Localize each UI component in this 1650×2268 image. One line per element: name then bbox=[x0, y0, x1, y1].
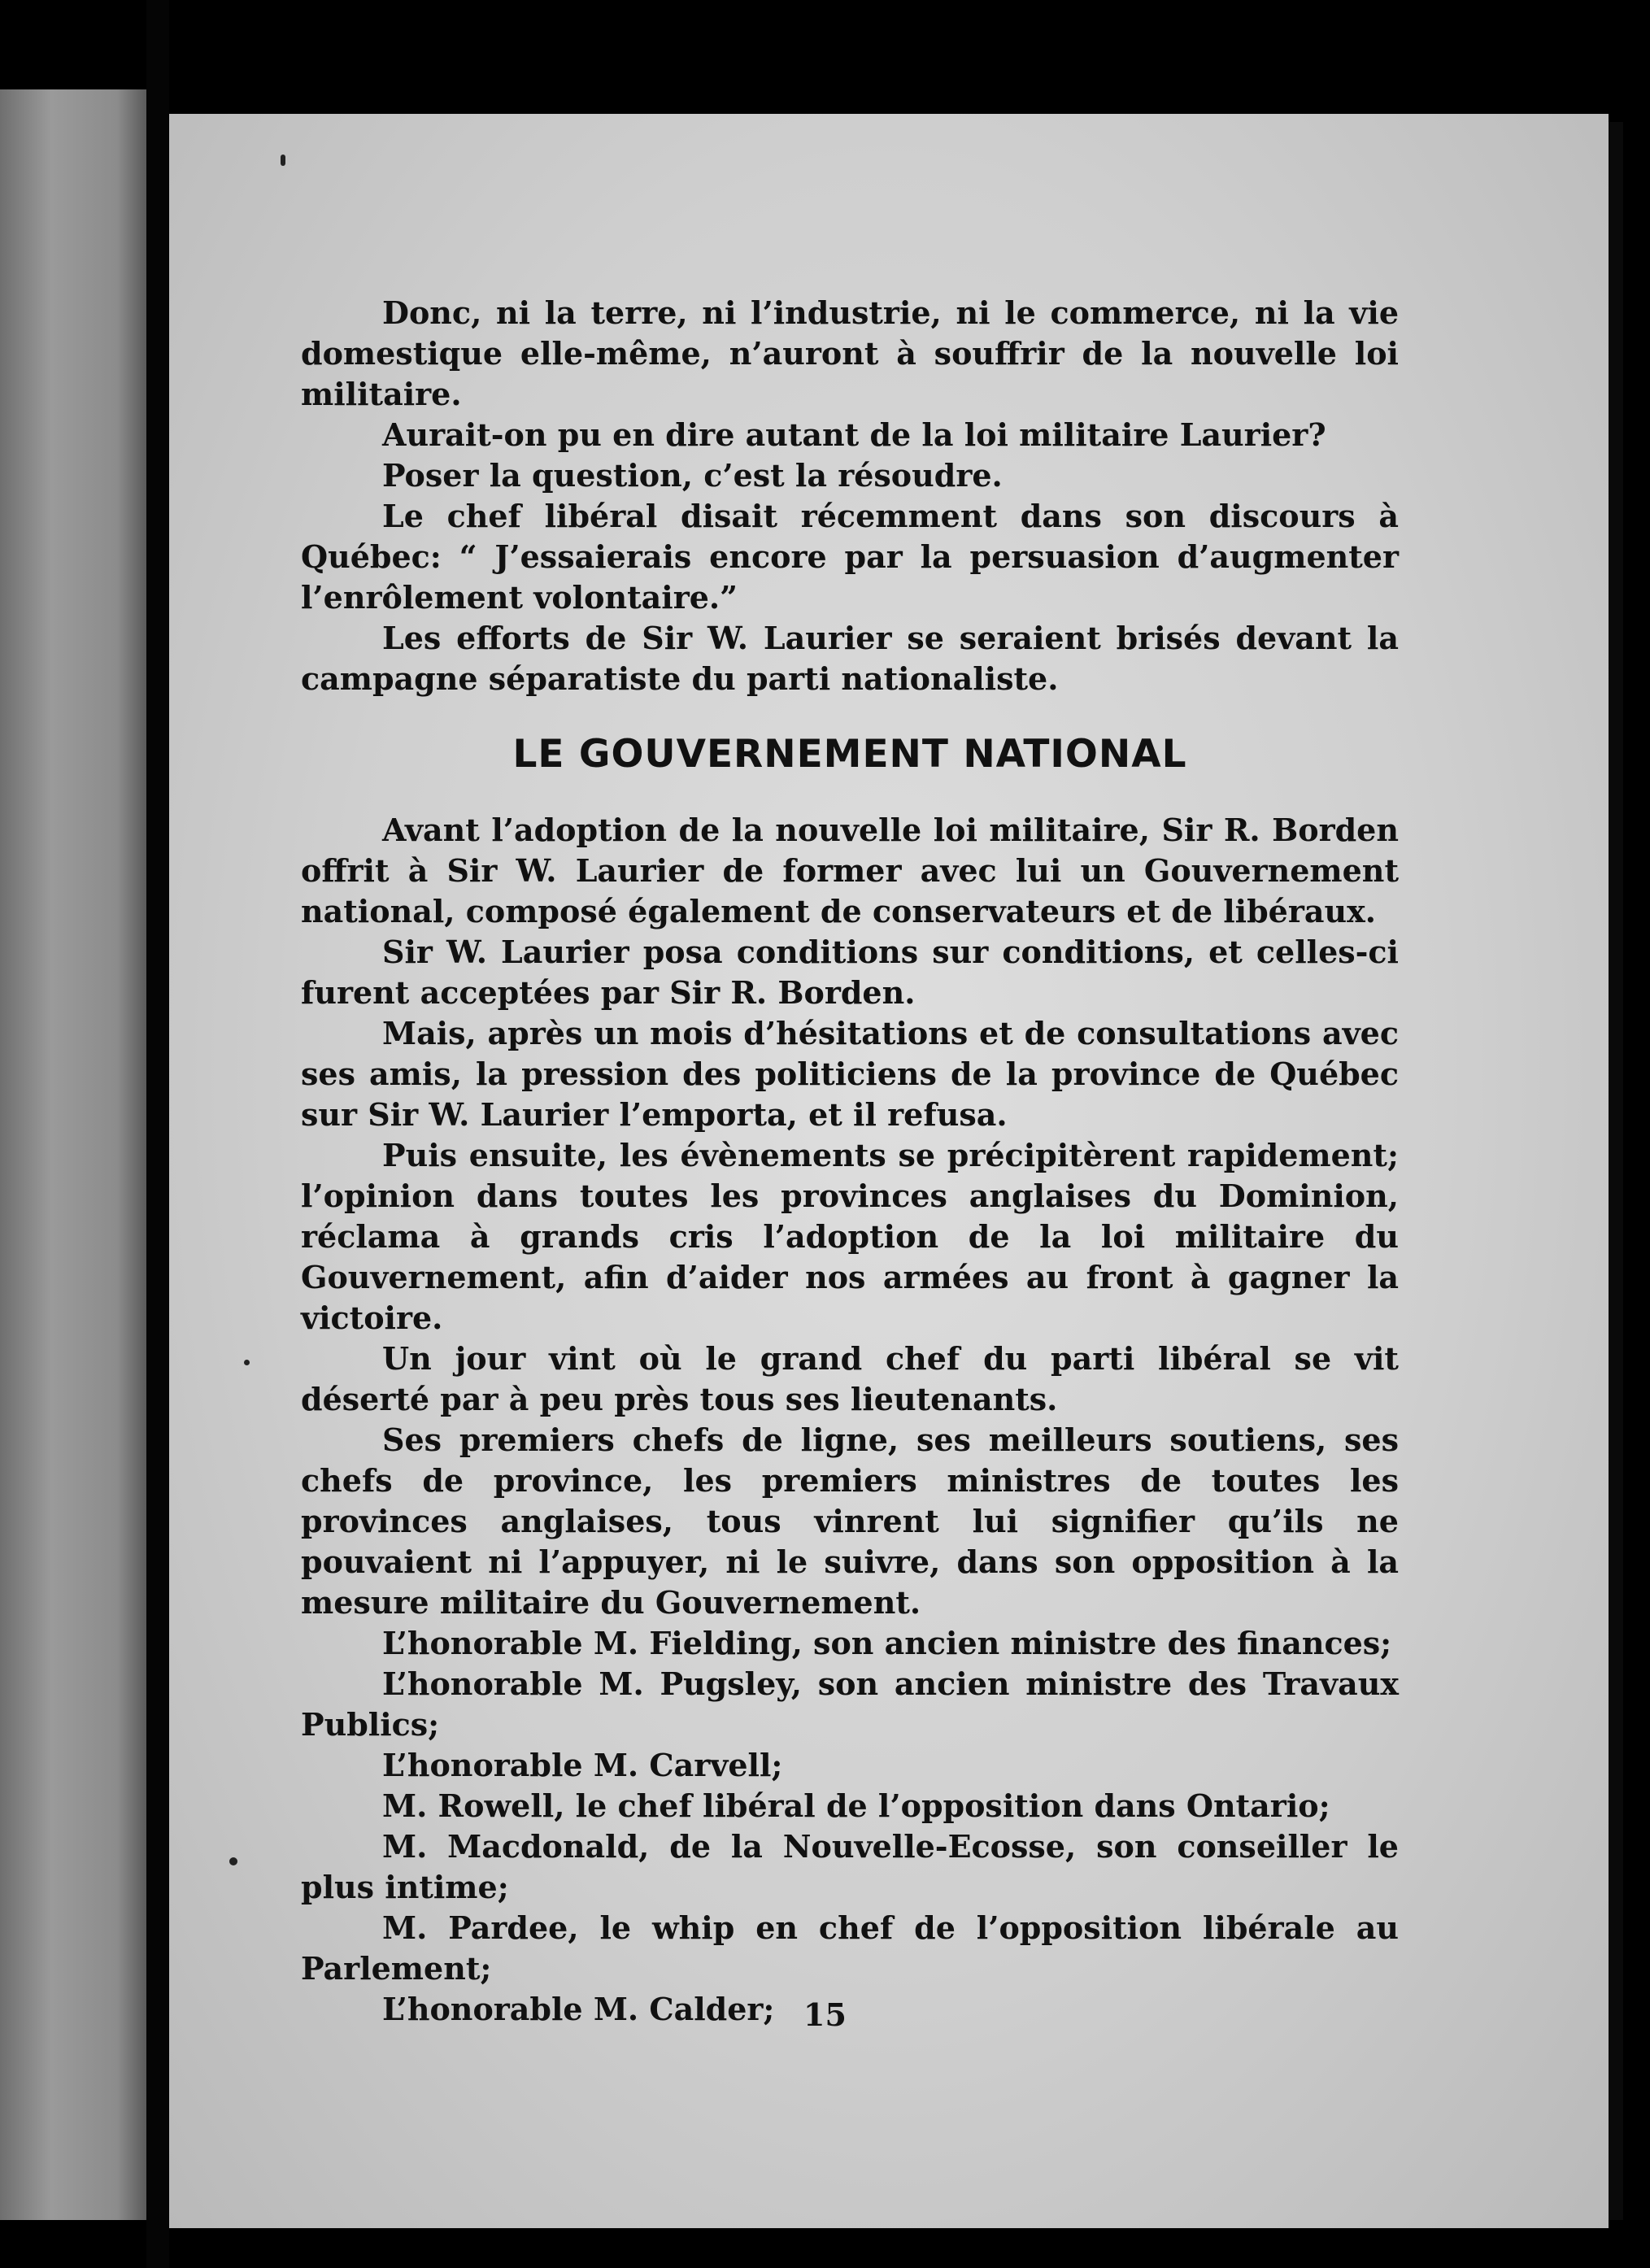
ink-speck bbox=[229, 1857, 237, 1865]
adjacent-page-strip bbox=[0, 89, 146, 2220]
list-item: L’honorable M. Calder; bbox=[382, 1991, 775, 2027]
paragraph: Avant l’adoption de la nouvelle loi militaire, Sir R. Borden offrit à Sir W. Laurier de former avec lui un Gouvernement national, composé également de conservateurs et de libéraux. bbox=[301, 812, 1399, 929]
page-text-block bbox=[301, 293, 1399, 2030]
page-number: 15 bbox=[803, 1996, 847, 2033]
paragraph: Les efforts de Sir W. Laurier se seraient brisés devant la campagne séparatiste du parti nationaliste. bbox=[301, 620, 1399, 697]
book-gutter bbox=[146, 0, 169, 2268]
ink-speck bbox=[244, 1360, 250, 1365]
ink-speck bbox=[281, 155, 285, 166]
paragraph: Sir W. Laurier posa conditions sur conditions, et celles-ci furent acceptées par Sir R. Borden. bbox=[301, 934, 1399, 1011]
paragraph: Mais, après un mois d’hésitations et de consultations avec ses amis, la pression des politiciens de la province de Québec sur Sir W. Laurier l’emporta, et il refusa. bbox=[301, 1015, 1399, 1133]
paragraph: Ses premiers chefs de ligne, ses meilleurs soutiens, ses chefs de province, les premiers ministres de toutes les provinces anglaises, tous vinrent lui signifier qu’ils ne pouvaient ni l’appuyer, ni le suivre, dans son opposition à la mesure militaire du Gouvernement. bbox=[301, 1421, 1399, 1621]
list-item: M. Pardee, le whip en chef de l’opposition libérale au Parlement; bbox=[301, 1909, 1399, 1987]
paragraph: Aurait-on pu en dire autant de la loi militaire Laurier? bbox=[382, 416, 1326, 453]
paragraph: Un jour vint où le grand chef du parti libéral se vit déserté par à peu près tous ses lieutenants. bbox=[301, 1340, 1399, 1417]
paragraph: Donc, ni la terre, ni l’industrie, ni le commerce, ni la vie domestique elle-même, n’auront à souffrir de la nouvelle loi militaire. bbox=[301, 294, 1399, 412]
list-item: L’honorable M. Fielding, son ancien ministre des finances; bbox=[382, 1625, 1392, 1661]
list-item: M. Macdonald, de la Nouvelle-Ecosse, son conseiller le plus intime; bbox=[301, 1828, 1399, 1905]
paragraph: Puis ensuite, les évènements se précipitèrent rapidement; l’opinion dans toutes les provinces anglaises du Dominion, réclama à grands cris l’adoption de la loi militaire du Gouvernement, afin d’aider nos armées au front à gagner la victoire. bbox=[301, 1137, 1399, 1336]
paragraph: Le chef libéral disait récemment dans son discours à Québec: “ J’essaierais encore par la persuasion d’augmenter l’enrôlement volontaire.” bbox=[301, 498, 1399, 616]
list-item: L’honorable M. Carvell; bbox=[382, 1747, 783, 1783]
list-item: L’honorable M. Pugsley, son ancien ministre des Travaux Publics; bbox=[301, 1665, 1399, 1743]
list-item: M. Rowell, le chef libéral de l’opposition dans Ontario; bbox=[382, 1787, 1330, 1824]
page-right-edge bbox=[1609, 122, 1623, 2220]
paragraph: Poser la question, c’est la résoudre. bbox=[382, 457, 1003, 494]
section-heading: LE GOUVERNEMENT NATIONAL bbox=[512, 732, 1187, 777]
